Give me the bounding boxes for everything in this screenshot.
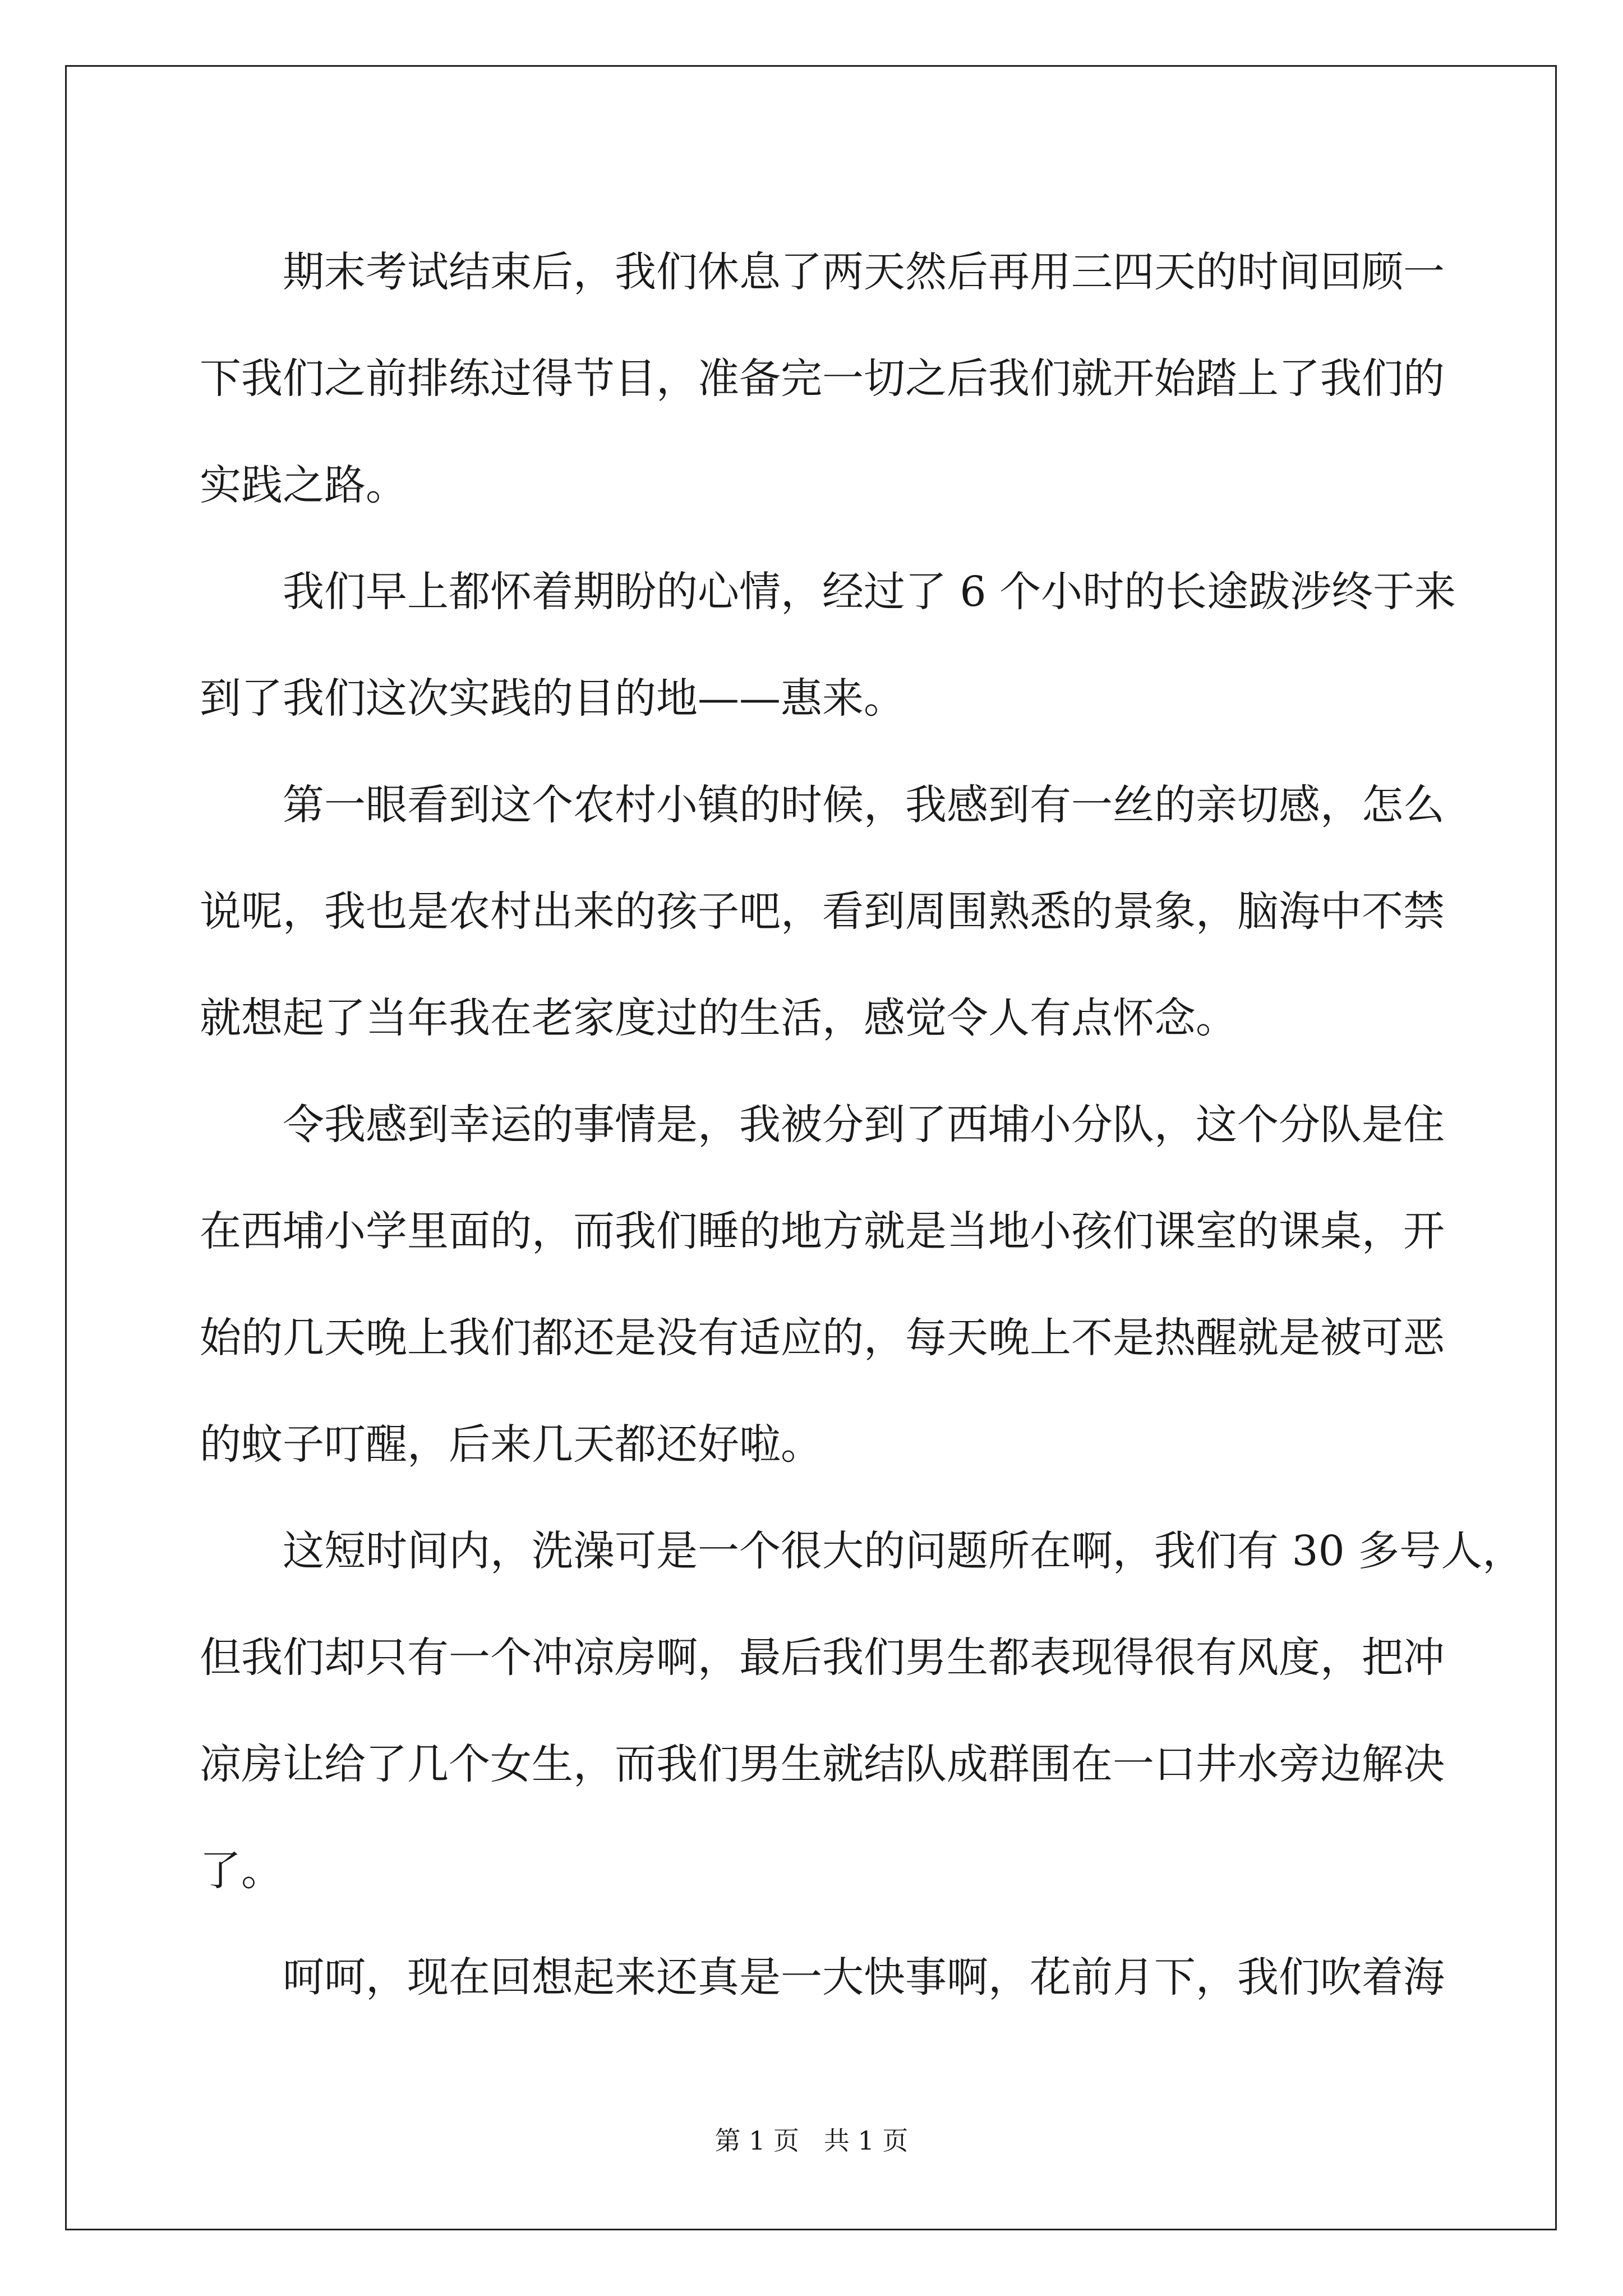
- text-line: 实践之路。: [200, 461, 407, 509]
- text-line: 我们早上都怀着期盼的心情，经过了 6 个小时的长途跋涉终于来: [283, 568, 1456, 616]
- text-line: 的蚊子叮醒，后来几天都还好啦。: [200, 1420, 822, 1469]
- text-line: 凉房让给了几个女生，而我们男生就结队成群围在一口井水旁边解决: [200, 1740, 1445, 1788]
- text-line: 始的几天晚上我们都还是没有适应的，每天晚上不是热醒就是被可恶: [200, 1314, 1445, 1362]
- text-line: 第一眼看到这个农村小镇的时候，我感到有一丝的亲切感，怎么: [283, 781, 1445, 829]
- text-line: 令我感到幸运的事情是，我被分到了西埔小分队，这个分队是住: [283, 1101, 1445, 1149]
- page-footer: 第 1 页 共 1 页: [714, 2125, 909, 2156]
- paragraph: [200, 219, 1445, 539]
- text-line: 下我们之前排练过得节目，准备完一切之后我们就开始踏上了我们的: [200, 355, 1445, 403]
- paragraph: [200, 1924, 1445, 2031]
- text-line: 期末考试结束后，我们休息了两天然后再用三四天的时间回顾一: [283, 248, 1445, 296]
- paragraph: [200, 752, 1445, 1071]
- document-body: [200, 219, 1524, 2031]
- text-line: 在西埔小学里面的，而我们睡的地方就是当地小孩们课室的课桌，开: [200, 1207, 1445, 1255]
- paragraph: [200, 539, 1456, 752]
- text-line: 就想起了当年我在老家度过的生活，感觉令人有点怀念。: [200, 994, 1237, 1042]
- paragraph: [200, 1071, 1445, 1498]
- text-line: 了。: [200, 1847, 283, 1895]
- text-line: 说呢，我也是农村出来的孩子吧，看到周围熟悉的景象，脑海中不禁: [200, 887, 1445, 936]
- text-line: 到了我们这次实践的目的地——惠来。: [200, 674, 905, 723]
- text-line: 呵呵，现在回想起来还真是一大快事啊，花前月下，我们吹着海: [283, 1953, 1445, 2001]
- text-line: 但我们却只有一个冲凉房啊，最后我们男生都表现得很有风度，把冲: [200, 1634, 1445, 1682]
- text-line: 这短时间内，洗澡可是一个很大的问题所在啊，我们有 30 多号人，: [283, 1527, 1524, 1575]
- paragraph: [200, 1498, 1524, 1924]
